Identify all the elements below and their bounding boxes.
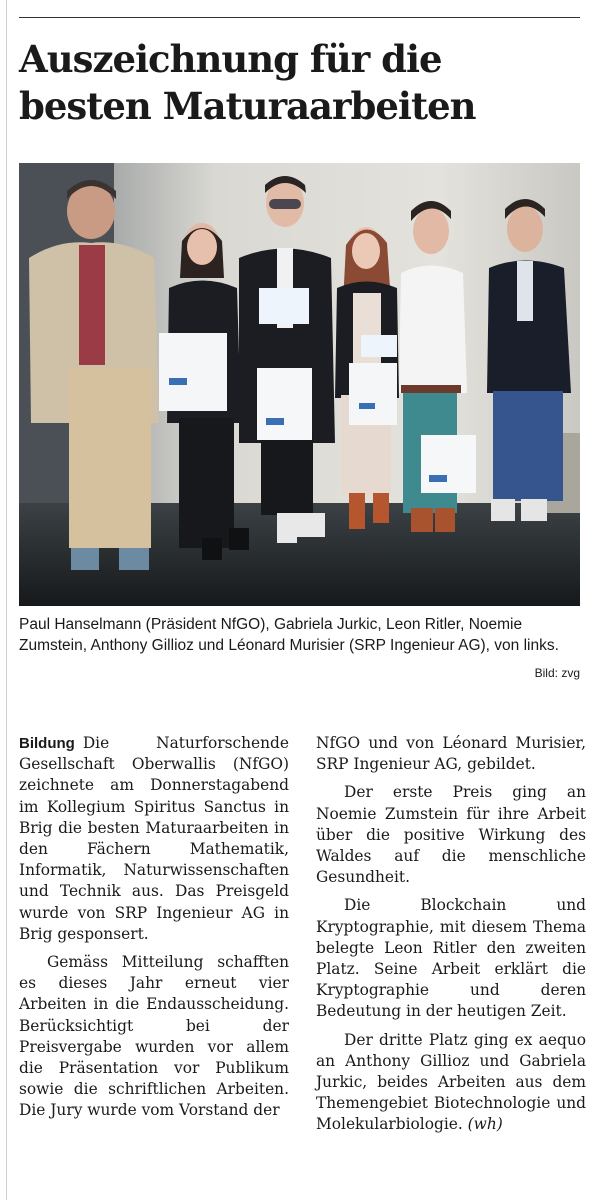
photo-credit: Bild: zvg (534, 666, 580, 680)
article-column-1 (19, 733, 289, 1129)
margin-rule (6, 0, 7, 1200)
article-paragraph: Der dritte Platz ging ex aequo an Anthony Gillioz und Gabriela Jurkic, beides Arbeiten aus dem Themengebiet Biotechnologie und Molekularbiologie. (wh) (316, 1030, 586, 1134)
article-column-2 (316, 733, 586, 1143)
article-paragraph: Gemäss Mitteilung schafften es dieses Jahr erneut vier Arbeiten in die Endausscheidung. Berücksichtigt bei der Preisvergabe wurden vor allem die Präsentation vor Publikum sowie die schriftlichen Arbeiten. Die Jury wurde vom Vorstand der (19, 953, 289, 1120)
photo-caption: Paul Hanselmann (Präsident NfGO), Gabriela Jurkic, Leon Ritler, Noemie Zumstein, Anthony Gillioz und Léonard Murisier (SRP Ingenieur AG), von links. (19, 616, 559, 654)
top-rule (19, 17, 580, 18)
award-photo (19, 163, 580, 606)
article-paragraph: NfGO und von Léonard Murisier, SRP Ingenieur AG, gebildet. (316, 734, 586, 774)
article-paragraph: Bildung Die Naturforschende Gesellschaft Oberwallis (NfGO) zeichnete am Donnerstagabend im Kollegium Spiritus Sanctus in Brig die besten Maturaarbeiten in den Fächern Mathematik, Informatik, Naturwissenschaften und Technik aus. Das Preisgeld wurde von SRP Ingenieur AG in Brig gesponsert. (19, 734, 289, 943)
author-signature: (wh) (467, 1115, 503, 1134)
article-paragraph: Die Blockchain und Kryptographie, mit diesem Thema belegte Leon Ritler den zweiten Platz. Seine Arbeit erklärt die Kryptographie und deren Bedeutung in der heutigen Zeit. (316, 896, 586, 1021)
headline: Auszeichnung für die besten Maturaarbeiten (19, 37, 476, 128)
article-paragraph: Der erste Preis ging an Noemie Zumstein für ihre Arbeit über die positive Wirkung des Waldes auf die menschliche Gesundheit. (316, 783, 586, 887)
kicker: Bildung (19, 735, 75, 752)
